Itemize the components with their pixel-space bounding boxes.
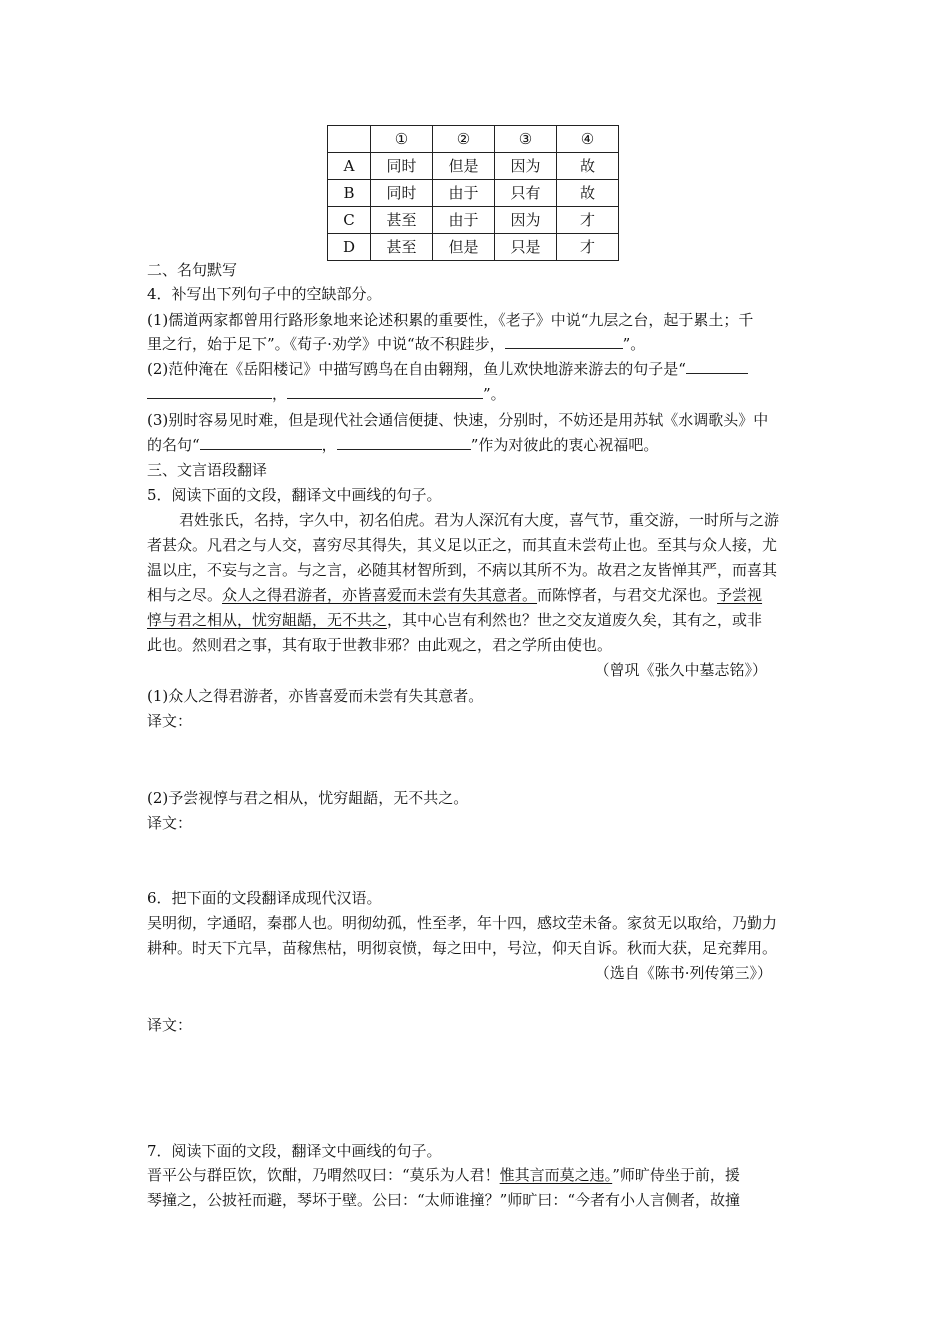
text-fragment: ”作为对彼此的衷心祝福吧。 [470,436,659,454]
question-text [147,433,812,457]
table-cell: ④ [557,126,619,153]
text-fragment: (2)范仲淹在《岳阳楼记》中描写鸥鸟在自由翱翔，鱼儿欢快地游来游去的句子是“ [147,360,686,378]
text-fragment: 的名句“ [147,436,200,454]
table-header-row [328,126,619,153]
passage-line: 耕种。时天下亢旱，苗稼焦枯，明彻哀愤，每之田中，号泣，仰天自诉。秋而大获，足充葬用。 [147,939,778,957]
passage-line: 君姓张氏，名持，字久中，初名伯虎。君为人深沉有大度，喜气节，重交游，一时所与之游 [179,511,780,529]
underlined-sentence: 予尝视 [717,586,763,604]
passage-line: 者甚众。凡君之与人交，喜穷尽其得失，其义足以正之，而其直未尝苟止也。至其与众人接，尤 [147,536,778,554]
passage-line [147,1163,812,1187]
question-stem: 5．阅读下面的文段，翻译文中画线的句子。 [147,486,442,504]
source-citation: （曾巩《张久中墓志铭》） [594,661,767,679]
table-cell: 同时 [371,153,433,180]
table-cell: 甚至 [371,207,433,234]
table-cell: 同时 [371,180,433,207]
underlined-sentence: 众人之得君游者，亦皆喜爱而未尝有失其意者。 [222,586,538,604]
table-cell: 才 [557,234,619,261]
table-cell: 因为 [495,207,557,234]
question-text [147,357,812,381]
text-fragment: ”。 [483,385,506,403]
passage-line: 吴明彻，字通昭，秦郡人也。明彻幼孤，性至孝，年十四，感坟茔未备。家贫无以取给，乃勤力 [147,914,778,932]
question-stem: 6．把下面的文段翻译成现代汉语。 [147,889,382,907]
table-row [328,207,619,234]
text-fragment: 相与之尽。 [147,586,223,604]
table-cell [328,126,371,153]
text-fragment: ”。 [622,335,646,353]
passage-line: 温以庄，不妄与之言。与之言，必随其材智所到，不病以其所不为。故君之友皆惮其严，而喜其 [147,561,778,579]
table-cell: 只有 [495,180,557,207]
answer-blank[interactable] [686,357,748,374]
table-cell: 甚至 [371,234,433,261]
underlined-sentence: 惇与君之相从，忧穷龃龉，无不共之 [147,611,388,629]
table-cell: D [328,234,371,261]
question-text [147,332,812,356]
table-cell: 由于 [433,207,495,234]
text-fragment: ， [272,385,288,403]
table-cell: 只是 [495,234,557,261]
table-cell: 故 [557,180,619,207]
answer-blank[interactable] [337,433,471,450]
passage-line [147,608,812,632]
table-row [328,234,619,261]
table-cell: 才 [557,207,619,234]
question-stem: 4．补写出下列句子中的空缺部分。 [147,285,382,303]
translation-label: 译文： [147,1016,193,1034]
answer-blank[interactable] [287,382,483,399]
underlined-sentence: 惟其言而莫之违。 [499,1166,613,1184]
table-cell: A [328,153,371,180]
table-cell: ② [433,126,495,153]
table-cell: B [328,180,371,207]
text-fragment: 晋平公与群臣饮，饮酣，乃喟然叹曰：“莫乐为人君！ [147,1166,500,1184]
text-fragment: ， [321,436,337,454]
table-cell: 故 [557,153,619,180]
table-cell: ③ [495,126,557,153]
passage-line: 此也。然则君之事，其有取于世教非邪？由此观之，君之学所由使也。 [147,636,613,654]
table-cell: 因为 [495,153,557,180]
section-heading: 二、名句默写 [147,261,238,279]
table-row [328,153,619,180]
source-citation: （选自《陈书·列传第三》） [594,964,772,982]
question-text: (1)儒道两家都曾用行路形象地来论述积累的重要性，《老子》中说“九层之台，起于累土；千 [147,311,754,329]
passage-line [147,583,812,607]
answer-blank[interactable] [505,332,623,349]
section-heading: 三、文言语段翻译 [147,461,268,479]
table-cell: ① [371,126,433,153]
table-cell: 但是 [433,153,495,180]
table-cell: 但是 [433,234,495,261]
text-fragment: 而陈惇者，与君交尤深也。 [537,586,718,604]
text-fragment: ，其中心岂有利然也？世之交友道废久矣，其有之，或非 [387,611,763,629]
answer-blank[interactable] [147,382,272,399]
passage-line: 琴撞之，公披衽而避，琴坏于壁。公曰：“太师谁撞？”师旷曰：“今者有小人言侧者，故撞 [147,1191,741,1209]
table-row [328,180,619,207]
translation-prompt: (2)予尝视惇与君之相从，忧穷龃龉，无不共之。 [147,789,469,807]
translation-label: 译文： [147,712,193,730]
table-cell: 由于 [433,180,495,207]
table-cell: C [328,207,371,234]
question-text [147,382,812,406]
text-fragment: ”师旷侍坐于前，援 [612,1166,740,1184]
translation-label: 译文： [147,814,193,832]
question-stem: 7．阅读下面的文段，翻译文中画线的句子。 [147,1142,442,1160]
translation-prompt: (1)众人之得君游者，亦皆喜爱而未尝有失其意者。 [147,687,484,705]
text-fragment: 里之行，始于足下”。《荀子·劝学》中说“故不积跬步， [147,335,505,353]
options-table [327,125,619,261]
answer-blank[interactable] [200,433,322,450]
question-text: (3)别时容易见时难，但是现代社会通信便捷、快速，分别时，不妨还是用苏轼《水调歌头》中 [147,411,769,429]
